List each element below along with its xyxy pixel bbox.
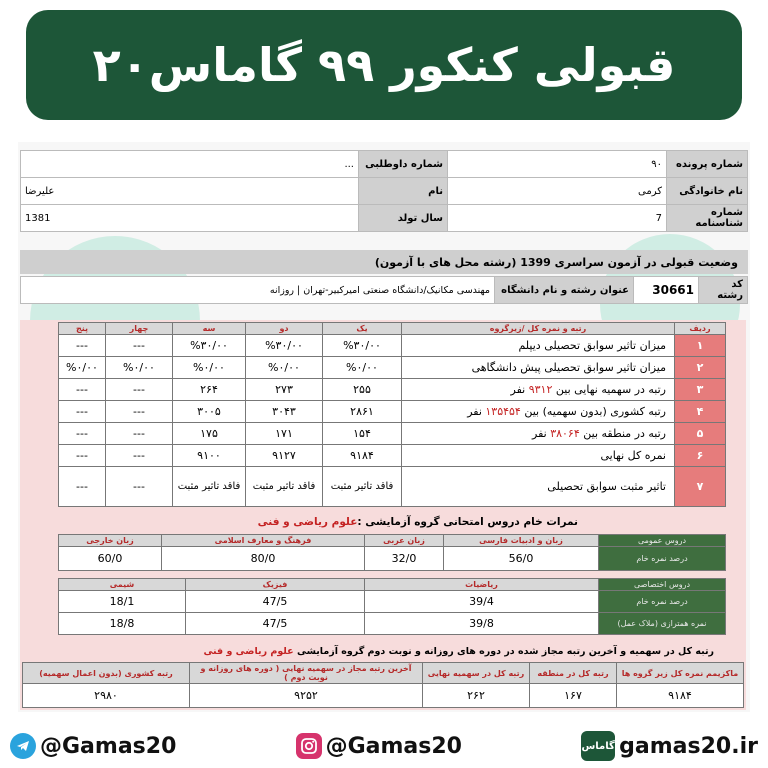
major-name-label: عنوان رشته و نام دانشگاه (495, 277, 634, 304)
table-header-row (59, 579, 726, 591)
row-index: ۵ (675, 423, 726, 445)
desc-text: نفر (510, 383, 529, 396)
quota-title (203, 646, 714, 657)
desc-text: رتبه در منطقه بین (579, 427, 666, 440)
cell: ۳۰۴۳ (246, 401, 323, 423)
desc-text: نفر (467, 405, 486, 418)
desc-count: ۹۳۱۲ (528, 383, 553, 396)
birth-year-label: سال تولد (359, 205, 448, 232)
telegram-link[interactable] (10, 733, 176, 759)
file-number-value: ۹۰ (448, 151, 667, 178)
table-row (59, 445, 726, 467)
file-number-label: شماره پرونده (667, 151, 748, 178)
desc-count: ۱۳۵۴۵۴ (485, 405, 521, 418)
banner-title: قبولی کنکور ۹۹ گاماس۲۰ (92, 38, 676, 92)
cell: فاقد تاثیر مثبت (246, 467, 323, 507)
cell: ۱۷۵ (173, 423, 246, 445)
specialized-courses-head: دروس اختصاصی (599, 579, 726, 591)
major-code-label: کد رشته (699, 277, 748, 304)
table-row (59, 423, 726, 445)
cell: --- (59, 335, 106, 357)
cell: --- (106, 401, 173, 423)
table-row (59, 591, 726, 613)
cell: --- (106, 423, 173, 445)
cell: %۰/۰۰ (59, 357, 106, 379)
id-number-label: شماره شناسنامه (667, 205, 748, 232)
table-row (59, 335, 726, 357)
col-header: ماکزیمم نمره کل زیر گروه ها (617, 663, 744, 684)
cell: ۲۶۴ (173, 379, 246, 401)
table-row (23, 684, 744, 708)
major-name-value: مهندسی مکانیک/دانشگاه صنعتی امیرکبیر-تهران | روزانه (21, 277, 495, 304)
cell: ۲۹۸۰ (23, 684, 190, 708)
ranks-table (58, 322, 726, 507)
candidate-number-label: شماره داوطلبی (359, 151, 448, 178)
row-index: ۲ (675, 357, 726, 379)
birth-year-value: 1381 (21, 205, 359, 232)
col-header: زبان عربی (365, 535, 444, 547)
row-label: نمره همترازی (ملاک عمل) (599, 613, 726, 635)
cell: %۰/۰۰ (173, 357, 246, 379)
col-header: یک (323, 323, 402, 335)
cell: %۰/۰۰ (246, 357, 323, 379)
cell: ۹۲۵۲ (190, 684, 423, 708)
cell: --- (59, 401, 106, 423)
col-header: فرهنگ و معارف اسلامی (162, 535, 365, 547)
specialized-courses-table (58, 578, 726, 635)
col-header: سه (173, 323, 246, 335)
cell: 80/0 (162, 547, 365, 571)
website-link[interactable] (581, 731, 758, 761)
first-name-value: علیرضا (21, 178, 359, 205)
cell: 56/0 (444, 547, 599, 571)
telegram-icon (10, 733, 36, 759)
row-description: میزان تاثیر سوابق تحصیلی دیپلم (402, 335, 675, 357)
cell: --- (106, 379, 173, 401)
row-description (402, 379, 675, 401)
table-header-row (23, 663, 744, 684)
col-header: آخرین رتبه مجاز در سهمیه نهایی ( دوره های روزانه و نوبت دوم ) (190, 663, 423, 684)
cell: --- (59, 423, 106, 445)
desc-text: رتبه کشوری (بدون سهمیه) بین (520, 405, 666, 418)
cell: ۲۵۵ (323, 379, 402, 401)
col-header: پنج (59, 323, 106, 335)
info-row (21, 205, 748, 232)
cell: 32/0 (365, 547, 444, 571)
table-row (59, 401, 726, 423)
row-index: ۶ (675, 445, 726, 467)
major-code-value: 30661 (634, 277, 699, 304)
row-description: میزان تاثیر سوابق تحصیلی پیش دانشگاهی (402, 357, 675, 379)
raw-scores-title (258, 516, 578, 528)
cell: %۳۰/۰۰ (173, 335, 246, 357)
instagram-icon (296, 733, 322, 759)
site-logo-icon (581, 731, 615, 761)
quota-title-text: رتبه کل در سهمیه و آخرین رتبه مجاز شده در دوره های روزانه و نوبت دوم گروه آزمایشی (293, 646, 714, 657)
cell: 18/1 (59, 591, 186, 613)
col-header: رتبه کل در سهمیه نهایی (423, 663, 530, 684)
col-header: رتبه و نمره کل /زیرگروه (402, 323, 675, 335)
website-url: gamas20.ir (619, 733, 758, 759)
col-header: رتبه کل در منطقه (530, 663, 617, 684)
cell: فاقد تاثیر مثبت (323, 467, 402, 507)
major-table (20, 276, 748, 304)
table-row (59, 613, 726, 635)
row-description (402, 401, 675, 423)
telegram-handle: @Gamas20 (40, 733, 177, 759)
logo-text: گاماس (581, 740, 615, 752)
cell: --- (106, 335, 173, 357)
row-index: ۴ (675, 401, 726, 423)
general-courses-table (58, 534, 726, 571)
table-row (59, 357, 726, 379)
footer (0, 728, 768, 764)
info-row (21, 151, 748, 178)
row-description: تاثیر مثبت سوابق تحصیلی (402, 467, 675, 507)
cell: ۹۱۲۷ (246, 445, 323, 467)
row-label: درصد نمره خام (599, 591, 726, 613)
cell: 39/4 (365, 591, 599, 613)
cell: فاقد تاثیر مثبت (173, 467, 246, 507)
cell: 47/5 (186, 591, 365, 613)
cell: 60/0 (59, 547, 162, 571)
cell: ۳۰۰۵ (173, 401, 246, 423)
cell: %۳۰/۰۰ (323, 335, 402, 357)
cell: ۱۷۱ (246, 423, 323, 445)
quota-title-group: علوم ریاضی و فنی (203, 646, 294, 657)
cell: ۹۱۸۴ (617, 684, 744, 708)
cell: %۰/۰۰ (323, 357, 402, 379)
cell: %۰/۰۰ (106, 357, 173, 379)
row-label: درصد نمره خام (599, 547, 726, 571)
cell: ۲۷۳ (246, 379, 323, 401)
col-header: ردیف (675, 323, 726, 335)
row-index: ۷ (675, 467, 726, 507)
table-row (59, 379, 726, 401)
cell: --- (106, 467, 173, 507)
cell: %۳۰/۰۰ (246, 335, 323, 357)
raw-title-text: نمرات خام دروس امتحانی گروه آزمایشی : (357, 516, 578, 528)
last-name-label: نام خانوادگی (667, 178, 748, 205)
table-header-row (59, 323, 726, 335)
row-description: نمره کل نهایی (402, 445, 675, 467)
col-header: شیمی (59, 579, 186, 591)
col-header: ریاضیات (365, 579, 599, 591)
cell: 18/8 (59, 613, 186, 635)
info-row (21, 178, 748, 205)
table-row (59, 547, 726, 571)
cell: --- (59, 467, 106, 507)
status-title: وضعیت قبولی در آزمون سراسری 1399 (رشته محل های با آزمون) (374, 255, 738, 269)
title-banner (26, 10, 742, 120)
table-header-row (59, 535, 726, 547)
personal-info-table (20, 150, 748, 232)
col-header: دو (246, 323, 323, 335)
row-description (402, 423, 675, 445)
col-header: چهار (106, 323, 173, 335)
table-row (59, 467, 726, 507)
first-name-label: نام (359, 178, 448, 205)
cell: ۱۵۴ (323, 423, 402, 445)
instagram-handle: @Gamas20 (325, 733, 462, 759)
row-index: ۳ (675, 379, 726, 401)
desc-text: نفر (532, 427, 551, 440)
id-number-value: 7 (448, 205, 667, 232)
col-header: زبان خارجی (59, 535, 162, 547)
desc-text: رتبه در سهمیه نهایی بین (552, 383, 666, 396)
col-header: زبان و ادبیات فارسی (444, 535, 599, 547)
col-header: رتبه کشوری (بدون اعمال سهمیه) (23, 663, 190, 684)
cell: 47/5 (186, 613, 365, 635)
desc-count: ۳۸۰۶۴ (550, 427, 580, 440)
cell: --- (59, 445, 106, 467)
status-header (20, 250, 748, 274)
instagram-link[interactable] (296, 733, 462, 759)
cell: ۲۸۶۱ (323, 401, 402, 423)
last-name-value: کرمی (448, 178, 667, 205)
cell: ۹۱۰۰ (173, 445, 246, 467)
cell: ۲۶۲ (423, 684, 530, 708)
cell: ۹۱۸۴ (323, 445, 402, 467)
cell: 39/8 (365, 613, 599, 635)
cell: --- (106, 445, 173, 467)
raw-title-group: علوم ریاضی و فنی (257, 516, 358, 528)
row-index: ۱ (675, 335, 726, 357)
quota-table (22, 662, 744, 708)
candidate-number-value: ... (21, 151, 359, 178)
general-courses-head: دروس عمومی (599, 535, 726, 547)
cell: ۱۶۷ (530, 684, 617, 708)
col-header: فیزیک (186, 579, 365, 591)
cell: --- (59, 379, 106, 401)
